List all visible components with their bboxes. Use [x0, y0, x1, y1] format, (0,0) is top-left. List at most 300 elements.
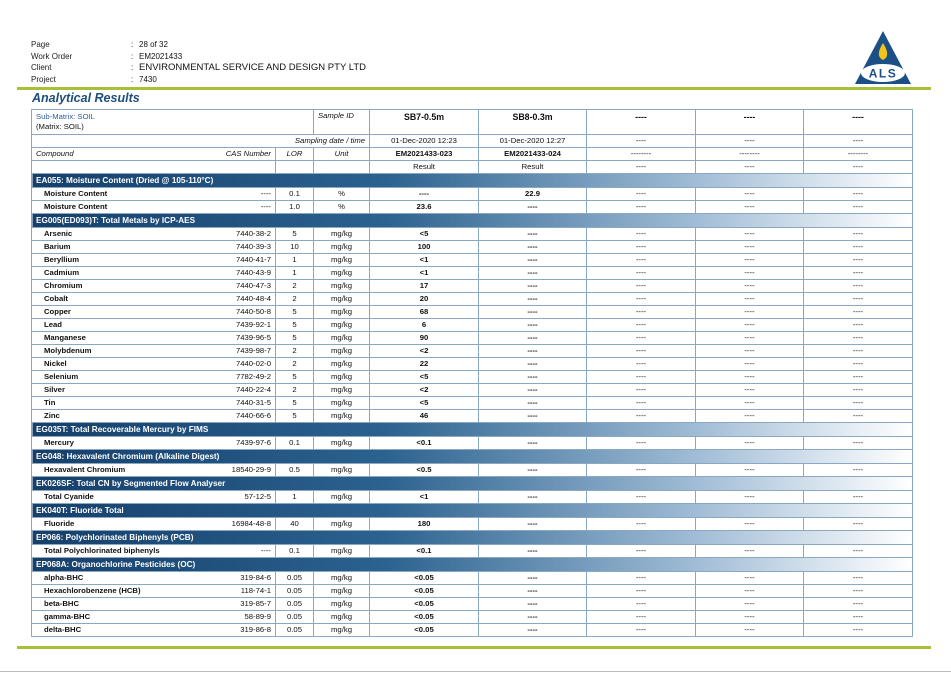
- result-1: <2: [370, 384, 479, 397]
- cas-number: 16984-48-8: [207, 518, 276, 531]
- result-2: ----: [479, 397, 587, 410]
- result-4: ----: [696, 572, 804, 585]
- result-1: <0.05: [370, 598, 479, 611]
- cas-number: 58-89-9: [207, 611, 276, 624]
- result-5: ----: [804, 345, 913, 358]
- sampling-date-1: 01-Dec-2020 12:23: [370, 135, 479, 148]
- cas-number: 7440-22-4: [207, 384, 276, 397]
- result-1: <0.05: [370, 572, 479, 585]
- report-header: [31, 39, 366, 86]
- lor-value: 0.05: [276, 585, 314, 598]
- result-2: ----: [479, 464, 587, 477]
- result-2: ----: [479, 545, 587, 558]
- compound-name: Hexavalent Chromium: [32, 464, 207, 477]
- lor-value: 5: [276, 306, 314, 319]
- compound-name: Copper: [32, 306, 207, 319]
- compound-name: Beryllium: [32, 254, 207, 267]
- sampling-date-5: ----: [804, 135, 913, 148]
- result-1: 20: [370, 293, 479, 306]
- result-5: ----: [804, 319, 913, 332]
- result-2: ----: [479, 624, 587, 637]
- result-5: ----: [804, 384, 913, 397]
- unit-value: mg/kg: [314, 384, 370, 397]
- result-1: 100: [370, 241, 479, 254]
- result-5: ----: [804, 188, 913, 201]
- lor-value: 0.5: [276, 464, 314, 477]
- column-header-row: [32, 148, 913, 161]
- cas-number: 319-85-7: [207, 598, 276, 611]
- section-row: [32, 558, 913, 572]
- table-row: [32, 464, 913, 477]
- result-4: ----: [696, 293, 804, 306]
- result-3: ----: [587, 437, 696, 450]
- compound-name: Selenium: [32, 371, 207, 384]
- cas-number: 118-74-1: [207, 585, 276, 598]
- result-label-5: ----: [804, 161, 913, 174]
- cas-number: 319-84-6: [207, 572, 276, 585]
- result-4: ----: [696, 332, 804, 345]
- compound-name: Arsenic: [32, 228, 207, 241]
- lor-value: 5: [276, 228, 314, 241]
- table-row: [32, 598, 913, 611]
- lor-value: 5: [276, 371, 314, 384]
- result-3: ----: [587, 358, 696, 371]
- compound-name: Mercury: [32, 437, 207, 450]
- result-5: ----: [804, 371, 913, 384]
- table-row: [32, 611, 913, 624]
- result-4: ----: [696, 254, 804, 267]
- sample-id-row: [32, 110, 913, 135]
- result-3: ----: [587, 228, 696, 241]
- result-5: ----: [804, 280, 913, 293]
- results-body: [32, 174, 913, 637]
- result-3: ----: [587, 624, 696, 637]
- table-row: [32, 241, 913, 254]
- result-3: ----: [587, 280, 696, 293]
- result-2: ----: [479, 228, 587, 241]
- result-4: ----: [696, 518, 804, 531]
- result-5: ----: [804, 410, 913, 423]
- lor-value: 0.1: [276, 545, 314, 558]
- compound-name: gamma-BHC: [32, 611, 207, 624]
- lor-value: 0.05: [276, 611, 314, 624]
- sample-id-5: ----: [804, 110, 913, 135]
- result-1: 23.6: [370, 201, 479, 214]
- table-row: [32, 585, 913, 598]
- result-5: ----: [804, 611, 913, 624]
- section-title: EG005(ED093)T: Total Metals by ICP-AES: [32, 214, 913, 228]
- work-order-row: [31, 51, 366, 63]
- result-5: ----: [804, 254, 913, 267]
- table-row: [32, 384, 913, 397]
- result-1: <1: [370, 267, 479, 280]
- results-table-frame: [31, 109, 912, 637]
- cas-number: 7439-92-1: [207, 319, 276, 332]
- sampling-date-2: 01-Dec-2020 12:27: [479, 135, 587, 148]
- sample-id-4: ----: [696, 110, 804, 135]
- result-1: 22: [370, 358, 479, 371]
- cas-number: 7440-38-2: [207, 228, 276, 241]
- unit-value: mg/kg: [314, 410, 370, 423]
- result-3: ----: [587, 254, 696, 267]
- lor-value: 0.1: [276, 188, 314, 201]
- result-label-3: ----: [587, 161, 696, 174]
- result-5: ----: [804, 464, 913, 477]
- result-5: ----: [804, 267, 913, 280]
- result-label-4: ----: [696, 161, 804, 174]
- blank-cell: [276, 161, 314, 174]
- table-row: [32, 518, 913, 531]
- result-1: <2: [370, 345, 479, 358]
- result-1: <0.05: [370, 611, 479, 624]
- result-2: ----: [479, 384, 587, 397]
- sampling-label: Sampling date / time: [32, 135, 370, 148]
- table-row: [32, 624, 913, 637]
- page-colon: :: [131, 40, 134, 49]
- lab-id-4: --------: [696, 148, 804, 161]
- project-row: [31, 74, 366, 86]
- section-title: EK040T: Fluoride Total: [32, 504, 913, 518]
- result-4: ----: [696, 201, 804, 214]
- table-row: [32, 306, 913, 319]
- work-order-colon: :: [131, 51, 134, 61]
- result-3: ----: [587, 397, 696, 410]
- cas-number: 7440-66-6: [207, 410, 276, 423]
- lor-value: 1: [276, 267, 314, 280]
- result-3: ----: [587, 319, 696, 332]
- client-value: ENVIRONMENTAL SERVICE AND DESIGN PTY LTD: [139, 62, 366, 74]
- result-3: ----: [587, 464, 696, 477]
- result-1: <0.5: [370, 464, 479, 477]
- unit-label: Unit: [314, 148, 370, 161]
- unit-value: mg/kg: [314, 437, 370, 450]
- cas-number: 7440-43-9: [207, 267, 276, 280]
- unit-value: mg/kg: [314, 280, 370, 293]
- lor-value: 0.05: [276, 598, 314, 611]
- lor-value: 5: [276, 410, 314, 423]
- cas-number: 7440-47-3: [207, 280, 276, 293]
- table-row: [32, 319, 913, 332]
- result-2: ----: [479, 611, 587, 624]
- section-title: EK026SF: Total CN by Segmented Flow Analyser: [32, 477, 913, 491]
- sample-id-3: ----: [587, 110, 696, 135]
- sampling-date-3: ----: [587, 135, 696, 148]
- lor-value: 5: [276, 397, 314, 410]
- lor-value: 2: [276, 384, 314, 397]
- lab-id-5: --------: [804, 148, 913, 161]
- unit-value: mg/kg: [314, 371, 370, 384]
- table-row: [32, 345, 913, 358]
- blank-cell: [32, 161, 207, 174]
- sample-id-2: SB8-0.3m: [479, 110, 587, 135]
- unit-value: mg/kg: [314, 598, 370, 611]
- results-table: [31, 109, 913, 637]
- result-2: ----: [479, 306, 587, 319]
- result-4: ----: [696, 410, 804, 423]
- cas-number: 7440-48-4: [207, 293, 276, 306]
- lor-value: 1: [276, 254, 314, 267]
- result-1: 68: [370, 306, 479, 319]
- result-5: ----: [804, 293, 913, 306]
- lor-value: 0.05: [276, 624, 314, 637]
- cas-number: 7440-39-3: [207, 241, 276, 254]
- result-3: ----: [587, 384, 696, 397]
- project-label: Project: [31, 75, 56, 85]
- compound-name: Moisture Content: [32, 201, 207, 214]
- compound-name: Chromium: [32, 280, 207, 293]
- section-row: [32, 450, 913, 464]
- result-2: 22.9: [479, 188, 587, 201]
- result-5: ----: [804, 201, 913, 214]
- result-5: ----: [804, 397, 913, 410]
- result-4: ----: [696, 228, 804, 241]
- section-row: [32, 504, 913, 518]
- result-5: ----: [804, 332, 913, 345]
- section-title: EP068A: Organochlorine Pesticides (OC): [32, 558, 913, 572]
- work-order-value: EM2021433: [139, 51, 183, 61]
- unit-value: mg/kg: [314, 306, 370, 319]
- result-4: ----: [696, 464, 804, 477]
- unit-value: %: [314, 188, 370, 201]
- result-1: <1: [370, 254, 479, 267]
- result-3: ----: [587, 545, 696, 558]
- result-3: ----: [587, 371, 696, 384]
- result-1: <5: [370, 228, 479, 241]
- compound-name: Manganese: [32, 332, 207, 345]
- cas-number: 57-12-5: [207, 491, 276, 504]
- table-row: [32, 280, 913, 293]
- compound-name: Cadmium: [32, 267, 207, 280]
- client-colon: :: [131, 63, 134, 73]
- result-2: ----: [479, 491, 587, 504]
- top-rule: [17, 87, 931, 90]
- table-row: [32, 397, 913, 410]
- unit-value: mg/kg: [314, 319, 370, 332]
- table-row: [32, 358, 913, 371]
- result-5: ----: [804, 358, 913, 371]
- page-title: Analytical Results: [32, 91, 140, 105]
- table-row: [32, 332, 913, 345]
- unit-value: mg/kg: [314, 545, 370, 558]
- table-row: [32, 572, 913, 585]
- compound-name: Total Polychlorinated biphenyls: [32, 545, 207, 558]
- client-label: Client: [31, 63, 52, 73]
- page-value: 28 of 32: [139, 40, 168, 49]
- lor-value: 0.05: [276, 572, 314, 585]
- result-2: ----: [479, 371, 587, 384]
- result-2: ----: [479, 585, 587, 598]
- result-2: ----: [479, 598, 587, 611]
- result-3: ----: [587, 201, 696, 214]
- table-row: [32, 437, 913, 450]
- result-2: ----: [479, 254, 587, 267]
- client-row: [31, 62, 366, 74]
- result-4: ----: [696, 319, 804, 332]
- result-5: ----: [804, 437, 913, 450]
- section-title: EP066: Polychlorinated Biphenyls (PCB): [32, 531, 913, 545]
- cas-number: 7782-49-2: [207, 371, 276, 384]
- lor-value: 0.1: [276, 437, 314, 450]
- compound-name: Molybdenum: [32, 345, 207, 358]
- result-1: 90: [370, 332, 479, 345]
- result-2: ----: [479, 437, 587, 450]
- lab-id-3: --------: [587, 148, 696, 161]
- result-3: ----: [587, 241, 696, 254]
- lor-value: 2: [276, 358, 314, 371]
- result-2: ----: [479, 518, 587, 531]
- result-2: ----: [479, 345, 587, 358]
- blank-cell: [207, 161, 276, 174]
- section-row: [32, 423, 913, 437]
- result-4: ----: [696, 188, 804, 201]
- result-5: ----: [804, 228, 913, 241]
- result-1: <5: [370, 371, 479, 384]
- cas-number: 319-86-8: [207, 624, 276, 637]
- unit-value: mg/kg: [314, 624, 370, 637]
- unit-value: mg/kg: [314, 464, 370, 477]
- section-title: EA055: Moisture Content (Dried @ 105-110°C): [32, 174, 913, 188]
- result-5: ----: [804, 624, 913, 637]
- result-1: <0.1: [370, 437, 479, 450]
- result-1: 46: [370, 410, 479, 423]
- project-colon: :: [131, 75, 134, 85]
- section-row: [32, 477, 913, 491]
- unit-value: mg/kg: [314, 332, 370, 345]
- result-5: ----: [804, 598, 913, 611]
- bottom-rule: [17, 646, 931, 649]
- section-title: EG048: Hexavalent Chromium (Alkaline Digest): [32, 450, 913, 464]
- result-2: ----: [479, 358, 587, 371]
- result-label-2: Result: [479, 161, 587, 174]
- cas-number: 7439-96-5: [207, 332, 276, 345]
- table-row: [32, 188, 913, 201]
- result-3: ----: [587, 267, 696, 280]
- result-4: ----: [696, 611, 804, 624]
- page-edge: [0, 671, 951, 672]
- result-5: ----: [804, 545, 913, 558]
- table-row: [32, 267, 913, 280]
- unit-value: mg/kg: [314, 518, 370, 531]
- result-4: ----: [696, 241, 804, 254]
- result-2: ----: [479, 267, 587, 280]
- result-3: ----: [587, 491, 696, 504]
- compound-name: Cobalt: [32, 293, 207, 306]
- blank-cell: [314, 161, 370, 174]
- cas-number: 7440-41-7: [207, 254, 276, 267]
- unit-value: mg/kg: [314, 345, 370, 358]
- compound-name: Fluoride: [32, 518, 207, 531]
- compound-name: alpha-BHC: [32, 572, 207, 585]
- lab-id-1: EM2021433-023: [370, 148, 479, 161]
- result-5: ----: [804, 518, 913, 531]
- sampling-date-row: [32, 135, 913, 148]
- compound-label: Compound: [32, 148, 207, 161]
- table-row: [32, 228, 913, 241]
- result-2: ----: [479, 241, 587, 254]
- result-2: ----: [479, 319, 587, 332]
- table-row: [32, 371, 913, 384]
- result-4: ----: [696, 384, 804, 397]
- result-3: ----: [587, 332, 696, 345]
- unit-value: mg/kg: [314, 241, 370, 254]
- result-5: ----: [804, 241, 913, 254]
- result-2: ----: [479, 572, 587, 585]
- cas-number: 7440-50-8: [207, 306, 276, 319]
- table-row: [32, 491, 913, 504]
- result-3: ----: [587, 345, 696, 358]
- table-row: [32, 293, 913, 306]
- work-order-label: Work Order: [31, 51, 73, 61]
- result-3: ----: [587, 293, 696, 306]
- compound-name: Lead: [32, 319, 207, 332]
- result-3: ----: [587, 410, 696, 423]
- cas-number: 7440-02-0: [207, 358, 276, 371]
- result-3: ----: [587, 188, 696, 201]
- lor-value: 5: [276, 332, 314, 345]
- lor-value: 1.0: [276, 201, 314, 214]
- lab-id-2: EM2021433-024: [479, 148, 587, 161]
- result-1: <0.05: [370, 585, 479, 598]
- compound-name: delta-BHC: [32, 624, 207, 637]
- compound-name: Nickel: [32, 358, 207, 371]
- unit-value: mg/kg: [314, 572, 370, 585]
- result-4: ----: [696, 267, 804, 280]
- result-1: ----: [370, 188, 479, 201]
- unit-value: mg/kg: [314, 611, 370, 624]
- cas-number: 7439-98-7: [207, 345, 276, 358]
- matrix-cell: [32, 110, 314, 135]
- lor-label: LOR: [276, 148, 314, 161]
- lor-value: 5: [276, 319, 314, 332]
- result-5: ----: [804, 491, 913, 504]
- result-4: ----: [696, 437, 804, 450]
- result-3: ----: [587, 572, 696, 585]
- compound-name: Total Cyanide: [32, 491, 207, 504]
- als-logo: [853, 29, 913, 87]
- section-row: [32, 531, 913, 545]
- sample-id-label: Sample ID: [314, 110, 370, 135]
- result-3: ----: [587, 611, 696, 624]
- result-2: ----: [479, 201, 587, 214]
- lor-value: 2: [276, 293, 314, 306]
- cas-number: 18540-29-9: [207, 464, 276, 477]
- result-5: ----: [804, 585, 913, 598]
- unit-value: mg/kg: [314, 293, 370, 306]
- result-5: ----: [804, 306, 913, 319]
- result-label-row: [32, 161, 913, 174]
- result-3: ----: [587, 585, 696, 598]
- section-row: [32, 214, 913, 228]
- result-5: ----: [804, 572, 913, 585]
- lor-value: 2: [276, 280, 314, 293]
- unit-value: mg/kg: [314, 267, 370, 280]
- matrix-label: (Matrix: SOIL): [36, 122, 84, 131]
- result-4: ----: [696, 545, 804, 558]
- page-row: [31, 39, 366, 51]
- unit-value: mg/kg: [314, 228, 370, 241]
- compound-name: Hexachlorobenzene (HCB): [32, 585, 207, 598]
- sub-matrix-label: Sub-Matrix: SOIL: [36, 112, 95, 121]
- cas-number: 7440-31-5: [207, 397, 276, 410]
- logo-text: ALS: [868, 66, 898, 81]
- result-2: ----: [479, 410, 587, 423]
- cas-label: CAS Number: [207, 148, 276, 161]
- result-1: <1: [370, 491, 479, 504]
- table-row: [32, 410, 913, 423]
- compound-name: Moisture Content: [32, 188, 207, 201]
- compound-name: beta-BHC: [32, 598, 207, 611]
- section-row: [32, 174, 913, 188]
